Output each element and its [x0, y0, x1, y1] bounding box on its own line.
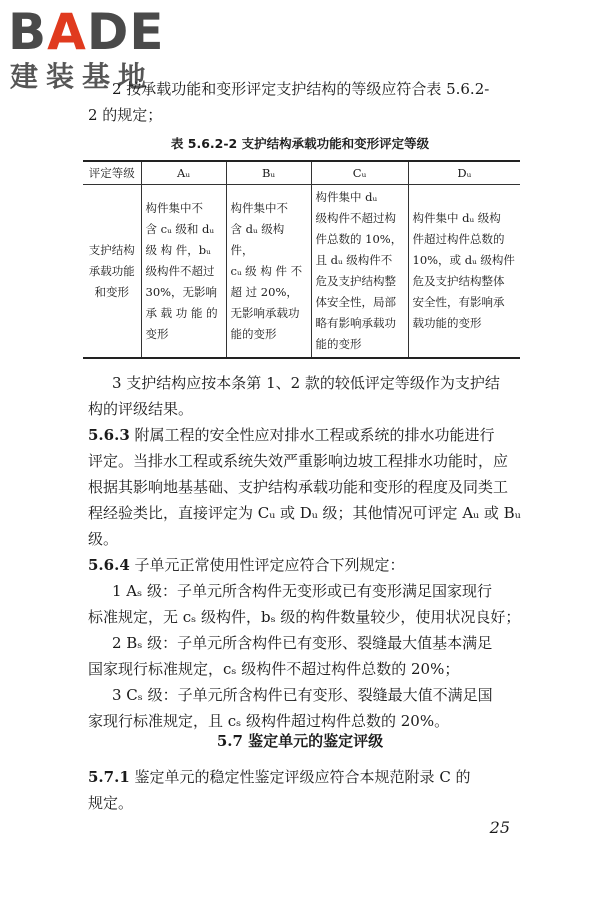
cell-bu: 构件集中不 含 dᵤ 级构件， cᵤ 级 构 件 不 超 过 20%， 无影响承载功 能的变形 — [226, 185, 311, 359]
cell-du: 构件集中 dᵤ 级构 件超过构件总数的 10%，或 dᵤ 级构件 危及支护结构整体 安全性，有影响承 载功能的变形 — [408, 185, 520, 359]
row-label-cell: 支护结构 承载功能 和变形 — [83, 185, 141, 359]
clause-5-6-4-item-2-line-1: 2 Bₛ 级：子单元所含构件已有变形、裂缝最大值基本满足 — [112, 634, 493, 652]
clause-5-7-1-line-2: 规定。 — [88, 794, 134, 812]
logo-chinese-name: 建装基地 — [10, 60, 155, 93]
clause-5-6-3-line-3: 根据其影响地基基础、支护结构承载功能和变形的程度及同类工 — [88, 478, 509, 496]
header-cu: Cᵤ — [311, 161, 408, 185]
logo-wordmark: BADE — [8, 3, 165, 61]
table-header-row — [83, 161, 520, 185]
item-2-line-2: 2 的规定； — [88, 106, 163, 124]
header-bu: Bᵤ — [226, 161, 311, 185]
clause-5-6-4-item-3-line-1: 3 Cₛ 级：子单元所含构件已有变形、裂缝最大值不满足国 — [112, 686, 493, 704]
page-number: 25 — [489, 818, 510, 837]
header-grade: 评定等级 — [83, 161, 141, 185]
clause-5-7-1: 5.7.1 鉴定单元的稳定性鉴定评级应符合本规范附录 C 的 — [88, 768, 471, 786]
header-du: Dᵤ — [408, 161, 520, 185]
clause-5-6-3: 5.6.3 附属工程的安全性应对排水工程或系统的排水功能进行 — [88, 426, 495, 444]
table-row — [83, 185, 520, 359]
clause-5-6-4-item-3-line-2: 家现行标准规定，且 cₛ 级构件超过构件总数的 20%。 — [88, 712, 450, 730]
clause-5-6-3-line-2: 评定。当排水工程或系统失效严重影响边坡工程排水功能时，应 — [88, 452, 509, 470]
clause-5-6-3-line-4: 程经验类比，直接评定为 Cᵤ 或 Dᵤ 级；其他情况可评定 Aᵤ 或 Bᵤ — [88, 504, 521, 522]
header-au: Aᵤ — [141, 161, 226, 185]
grade-table — [83, 160, 520, 359]
item-2-line-1: 2 按承载功能和变形评定支护结构的等级应符合表 5.6.2- — [112, 80, 490, 98]
clause-5-6-4: 5.6.4 子单元正常使用性评定应符合下列规定： — [88, 556, 405, 574]
clause-5-6-4-item-2-line-2: 国家现行标准规定，cₛ 级构件不超过构件总数的 20%； — [88, 660, 460, 678]
section-title-5-7: 5.7 鉴定单元的鉴定评级 — [216, 732, 384, 750]
cell-au: 构件集中不 含 cᵤ 级和 dᵤ 级 构 件，bᵤ 级构件不超过 30%，无影响 承 载 功 能 的 变形 — [141, 185, 226, 359]
clause-5-6-3-line-5: 级。 — [88, 530, 119, 548]
clause-5-6-4-item-1-line-2: 标准规定，无 cₛ 级构件，bₛ 级的构件数量较少，使用状况良好； — [88, 608, 521, 626]
table-caption: 表 5.6.2-2 支护结构承载功能和变形评定等级 — [170, 136, 430, 151]
cell-cu: 构件集中 dᵤ 级构件不超过构 件总数的 10%， 且 dᵤ 级构件不 危及支护结构整 体安全性，局部 略有影响承载功 能的变形 — [311, 185, 408, 359]
item-3-line-1: 3 支护结构应按本条第 1、2 款的较低评定等级作为支护结 — [112, 374, 500, 392]
item-3-line-2: 构的评级结果。 — [88, 400, 194, 418]
clause-5-6-4-item-1-line-1: 1 Aₛ 级：子单元所含构件无变形或已有变形满足国家现行 — [112, 582, 492, 600]
